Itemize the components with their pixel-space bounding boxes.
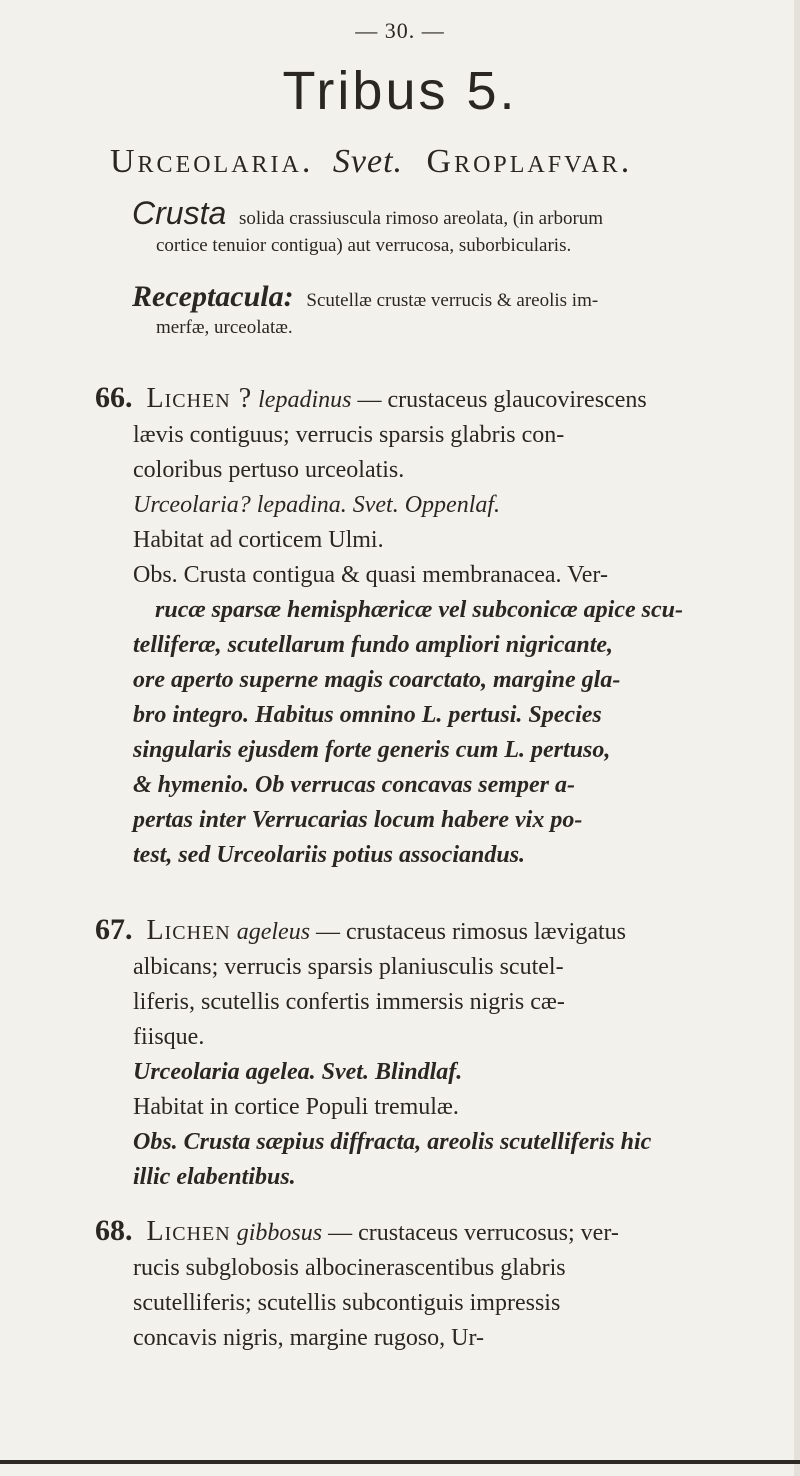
entry-genus: Lichen (146, 915, 231, 946)
entry-line: liferis, scutellis confertis immersis nigris cæ- (133, 989, 565, 1015)
crusta-line-1: solida crassiuscula rimoso areolata, (in arborum (239, 208, 604, 229)
tribus-heading: Tribus 5. (282, 61, 518, 121)
entry-line: & hymenio. Ob verrucas concavas semper a- (133, 772, 575, 798)
crusta-line-2: cortice tenuior contigua) aut verrucosa, suborbicularis. (156, 235, 572, 256)
entry-line: Habitat in cortice Populi tremulæ. (133, 1094, 459, 1120)
entry-line: rucis subglobosis albocinerascentibus glabris (133, 1255, 566, 1281)
entry-epithet: gibbosus (236, 1220, 323, 1246)
page-edge (794, 0, 800, 1476)
entry-line: bro integro. Habitus omnino L. pertusi. Species (133, 702, 602, 728)
entry-line: singularis ejusdem forte generis cum L. pertuso, (133, 737, 611, 763)
entry-epithet: lepadinus (258, 387, 352, 413)
genus-vernacular: Groplafvar. (426, 143, 633, 180)
receptacula-line-1: Scutellæ crustæ verrucis & areolis im- (306, 290, 599, 311)
genus-author: Svet. (332, 143, 404, 180)
entry-number: 68. (95, 1214, 133, 1247)
entry-genus: Lichen (146, 1216, 231, 1247)
entry-line: scutelliferis; scutellis subcontiguis impressis (133, 1290, 561, 1316)
receptacula-description (132, 280, 752, 341)
entry-67-heading (95, 912, 765, 950)
crusta-label: Crusta (132, 195, 227, 231)
entry-line: albicans; verrucis sparsis planiusculis scutel- (133, 954, 564, 980)
genus-heading (110, 143, 770, 181)
receptacula-line-2: merfæ, urceolatæ. (156, 317, 293, 338)
entry-line: concavis nigris, margine rugoso, Ur- (133, 1325, 484, 1351)
entry-66 (95, 380, 765, 873)
entry-line: coloribus pertuso urceolatis. (133, 457, 405, 483)
entry-line: Urceolaria agelea. Svet. Blindlaf. (133, 1059, 463, 1085)
entry-line: ore aperto superne magis coarctato, margine gla- (133, 667, 621, 693)
entry-68-heading (95, 1213, 765, 1251)
entry-line: fiisque. (133, 1024, 205, 1050)
entry-genus: Lichen ? (146, 383, 253, 414)
entry-line: Urceolaria? lepadina. Svet. Oppenlaf. (133, 492, 501, 518)
entry-number: 67. (95, 913, 133, 946)
entry-line: Obs. Crusta sæpius diffracta, areolis scutelliferis hic (133, 1129, 652, 1155)
entry-number: 66. (95, 381, 133, 414)
entry-line: Obs. Crusta contigua & quasi membranacea. Ver- (133, 562, 608, 588)
genus-name: Urceolaria. (110, 143, 314, 180)
entry-66-heading (95, 380, 765, 418)
entry-line: telliferæ, scutellarum fundo ampliori nigricante, (133, 632, 614, 658)
entry-line: — crustaceus glaucovirescens (357, 387, 647, 413)
entry-line: pertas inter Verrucarias locum habere vix po- (133, 807, 583, 833)
crusta-description (132, 195, 752, 259)
entry-line: Habitat ad corticem Ulmi. (133, 527, 384, 553)
page-bottom-border (0, 1460, 800, 1464)
entry-line: illic elabentibus. (133, 1164, 296, 1190)
entry-line: rucæ sparsæ hemisphæricæ vel subconicæ apice scu- (155, 597, 683, 623)
entry-68 (95, 1213, 765, 1356)
receptacula-label: Receptacula: (132, 280, 294, 313)
page-number: — 30. — (355, 18, 445, 43)
entry-67 (95, 912, 765, 1195)
entry-line: — crustaceus verrucosus; ver- (328, 1220, 619, 1246)
entry-line: — crustaceus rimosus lævigatus (316, 919, 626, 945)
entry-epithet: ageleus (236, 919, 311, 945)
entry-line: test, sed Urceolariis potius associandus. (133, 842, 526, 868)
entry-line: lævis contiguus; verrucis sparsis glabris con- (133, 422, 565, 448)
